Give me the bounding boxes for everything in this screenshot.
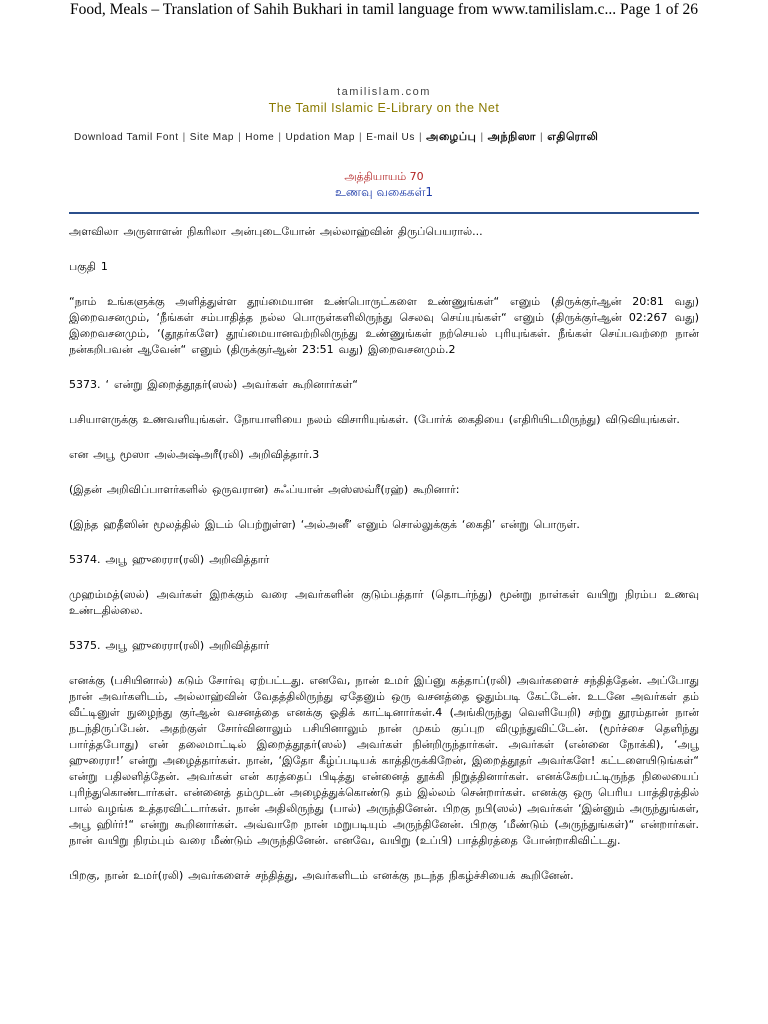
hadith-5375-text: எனக்கு (பசியினால்) கடும் சோர்வு ஏற்பட்டது. எனவே, நான் உமர் இப்னு கத்தாப்(ரலி) அவர்களைச் சந்தித்தேன். அப்போது நான் அவர்களிடம், அல்லாஹ்வின் வேதத்திலிருந்து ஏதேனும் ஒரு வசனத்தை ஓதும்படி கேட்டேன். உடனே அவர்கள் தம் வீட்டினுள் நுழைந்து குர்ஆன் வசனத்தை எனக்கு ஓதிக் காட்டினார்கள்.4 (அங்கிருந்து வெளியேறி) சற்று தூரம்தான் நான் நடந்திருப்பேன். அதற்குள் சோர்வினாலும் பசியினாலும் நான் முகம் குப்புற விழுந்துவிட்டேன். (மூர்ச்சை தெளிந்து பார்த்தபோது) என் தலைமாட்டில் இறைத்தூதர்(ஸல்) அவர்கள் நின்றிருந்தார்கள். அவர்கள் (என்னை நோக்கி), ‘அபூ ஹுரைரா!’ என்று அழைத்தார்கள். நான், ‘இதோ கீழ்ப்படியக் காத்திருக்கிறேன், இறைத்தூதர் அவர்களே! கட்டளையிடுங்கள்“ என்று பதிலளித்தேன். அவர்கள் என் கரத்தைப் பிடித்து என்னைத் தூக்கி நிறுத்தினார்கள். எனக்கேற்பட்டிருந்த நிலையைப் புரிந்துகொண்டார்கள். என்னைத் தம்முடன் அழைத்துக்கொண்டு தம் இல்லம் சென்றார்கள். எனக்கு ஒரு பெரிய பாத்திரத்தில் பால் வழங்க உத்தரவிட்டார்கள். நான் அதிலிருந்து (பால்) அருந்தினேன். பிறகு நபி(ஸல்) அவர்கள் ‘இன்னும் அருந்துங்கள், அபூ ஹிர்ர்!“ என்று கூறினார்கள். அவ்வாறே நான் மறுபடியும் அருந்தினேன். பிறகு ‘மீண்டும் (அருந்துங்கள்)“ என்றார்கள். நான் வயிறு நிரம்பும் வரை மீண்டும் அருந்தினேன். எனவே, வயிறு (உப்பி) பாத்திரத்தை போன்றாகிவிட்டது.: [69, 674, 699, 847]
hadith-5375-heading: 5375. அபூ ஹுரைரா(ரலி) அறிவித்தார்: [69, 639, 270, 652]
section-heading: பகுதி 1: [69, 260, 108, 273]
nav-link-home[interactable]: Home: [245, 132, 275, 143]
hadith-5375-continuation: பிறகு, நான் உமர்(ரலி) அவர்களைச் சந்தித்து, அவர்களிடம் எனக்கு நடந்த நிகழ்ச்சியைக் கூறினேன்.: [69, 869, 574, 882]
hadith-5373-explanation: (இந்த ஹதீஸின் மூலத்தில் இடம் பெற்றுள்ள) ‘அல்அனீ’ எனும் சொல்லுக்குக் ‘கைதி’ என்று பொருள்.: [69, 518, 580, 531]
hadith-5373-narrator: என அபூ மூஸா அல்அஷ்அரீ(ரலி) அறிவித்தார்.3: [69, 448, 320, 461]
chapter-title[interactable]: உணவு வகைகள்1: [334, 185, 434, 199]
hadith-5373-text: பசியாளருக்கு உணவளியுங்கள். நோயாளியை நலம் விசாரியுங்கள். (போர்க் கைதியை (எதிரியிடமிருந்து) விடுவியுங்கள்.: [69, 413, 680, 426]
nav-link-site-map[interactable]: Site Map: [189, 132, 235, 143]
nav-separator: |: [418, 132, 423, 143]
nav-link-updation-map[interactable]: Updation Map: [285, 132, 356, 143]
site-tagline: The Tamil Islamic E-Library on the Net: [268, 101, 500, 115]
nav-link-annisa[interactable]: அந்நிஸா: [487, 131, 536, 143]
site-name[interactable]: tamilislam.com: [337, 86, 431, 98]
nav-link-ethiroli[interactable]: எதிரொலி: [547, 131, 599, 143]
nav-separator: |: [182, 132, 186, 143]
nav-separator: |: [480, 132, 484, 143]
hadith-5373-heading: 5373. ‘ என்று இறைத்தூதர்(ஸல்) அவர்கள் கூறினார்கள்“: [69, 378, 358, 391]
nav-link-email-us[interactable]: E-mail Us: [366, 132, 415, 143]
hadith-5373-note: (இதன் அறிவிப்பாளர்களில் ஒருவரான) சுஃப்யான் அஸ்ஸவ்ரீ(ரஹ்) கூறினார்:: [69, 483, 460, 496]
nav-link-download-tamil-font[interactable]: Download Tamil Font: [74, 132, 179, 143]
bismillah-line: அளவிலா அருளாளன் நிகரிலா அன்புடையோன் அல்லாஹ்வின் திருப்பெயரால்...: [69, 225, 483, 238]
site-navigation: [74, 131, 714, 145]
divider-rule: [69, 212, 699, 214]
hadith-5374-heading: 5374. அபூ ஹுரைரா(ரலி) அறிவித்தார்: [69, 553, 270, 566]
nav-separator: |: [359, 132, 363, 143]
chapter-number: அத்தியாயம் 70: [344, 170, 424, 183]
pdf-page-header: Food, Meals – Translation of Sahih Bukhari in tamil language from www.tamilislam.c... Page 1 of 26: [70, 1, 698, 18]
hadith-5374-text: முஹம்மத்(ஸல்) அவர்கள் இறக்கும் வரை அவர்களின் குடும்பத்தார் (தொடர்ந்து) மூன்று நாள்கள் வயிறு நிரம்ப உணவு உண்டதில்லை.: [69, 588, 699, 617]
nav-separator: |: [238, 132, 242, 143]
quran-verses-paragraph: “நாம் உங்களுக்கு அளித்துள்ள தூய்மையான உண்பொருட்களை உண்ணுங்கள்“ எனும் (திருக்குர்ஆன் 20:81 வது) இறைவசனமும், ‘நீங்கள் சம்பாதித்த நல்ல பொருள்களிலிருந்து செலவு செய்யுங்கள்“ எனும் (திருக்குர்ஆன் 02:267 வது) இறைவசனமும், ‘(தூதர்களே) தூய்மையானவற்றிலிருந்து உண்ணுங்கள் நற்செயல் புரியுங்கள். நீங்கள் செய்பவற்றை நான் நன்கறிபவன் ஆவேன்“ எனும் (திருக்குர்ஆன் 23:51 வது) இறைவசனமும்.2: [69, 295, 699, 356]
chapter-content: [69, 224, 699, 1024]
nav-link-azhaippu[interactable]: அழைப்பு: [426, 131, 477, 143]
nav-separator: |: [278, 132, 282, 143]
nav-separator: |: [540, 132, 544, 143]
